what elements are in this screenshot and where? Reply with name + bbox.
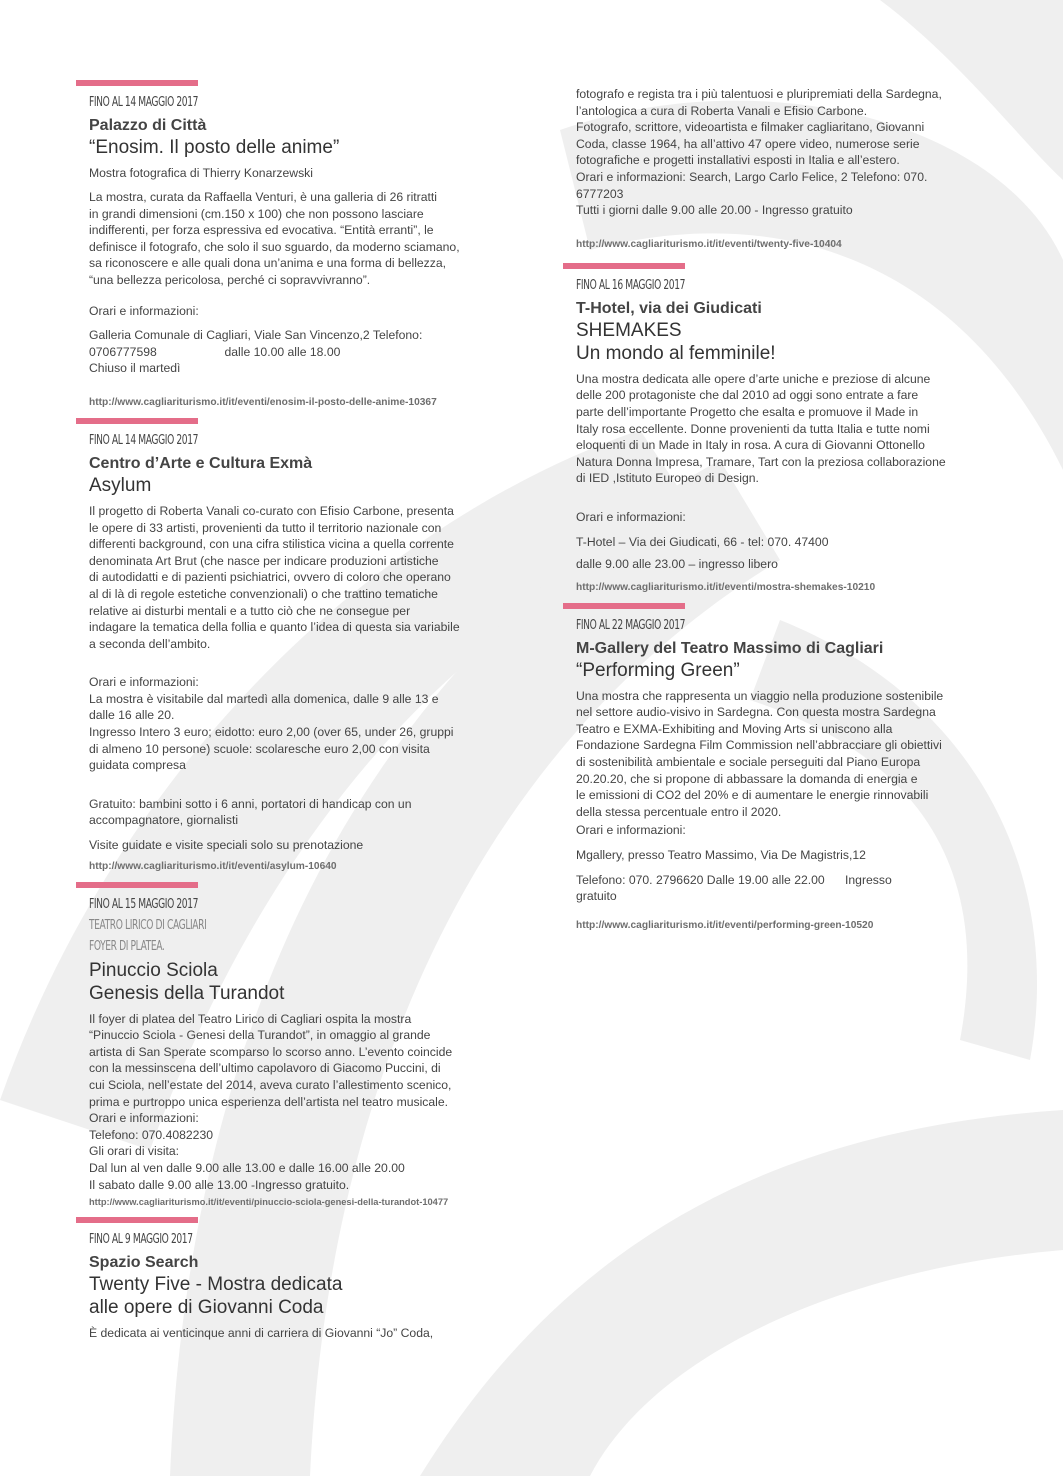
event-date: FINO AL 16 MAGGIO 2017	[576, 277, 686, 293]
event-date: FINO AL 22 MAGGIO 2017	[576, 617, 686, 633]
event-info-hours: dalle 9.00 alle 23.00 – ingresso libero	[576, 557, 778, 572]
event-description-continued: fotografo e regista tra i più talentuosi e pluripremiati della Sardegna, l’antologica a cura di Roberta Vanali e Efisio Carbone. Fotografo, scrittore, videoartista e filmaker cagliaritano, Giovanni Coda, classe 1964, ha all’attivo 47 opere video, numerose serie fotografiche e progetti installativi esposti in Italia e all’estero. Orari e informazioni: Search, Largo Carlo Felice, 2 Telefono: 070. 6777203 Tutti i giorni dalle 9.00 alle 20.00 - Ingresso gratuito	[576, 87, 942, 218]
event-title: “Enosim. Il posto delle anime”	[89, 137, 340, 158]
event-link[interactable]: http://www.cagliariturismo.it/it/eventi/pinuccio-sciola-genesi-della-turandot-10477	[89, 1197, 449, 1208]
info-label: Orari e informazioni:	[89, 675, 199, 690]
event-twenty-five-continued	[576, 86, 976, 252]
event-free-entry: Gratuito: bambini sotto i 6 anni, portatori di handicap con un accompagnatore, giornalisti	[89, 796, 412, 828]
event-venue: M-Gallery del Teatro Massimo di Cagliari	[576, 639, 884, 657]
event-title: Twenty Five - Mostra dedicata alle opere di Giovanni Coda	[89, 1274, 343, 1319]
event-info: Galleria Comunale di Cagliari, Viale San Vincenzo,2 Telefono: 0706777598 dalle 10.00 alle 18.00 Chiuso il martedì	[89, 328, 423, 376]
event-description: Una mostra che rappresenta un viaggio nella produzione sostenibile nel settore audio-visivo in Sardegna. Con questa mostra Sardegna Teatro e EXMA-Exhibiting and Moving Arts si uniscono alla Fondazione Sardegna Film Commission nell’abbracciare gli obiettivi di sostenibilità ambientale e sociale perseguiti dal Piano Europa 20.20.20, che si propone di abbassare la domanda di energia e le emissioni di CO2 del 20% e di aumentare le energie rinnovabili della stessa percentuale entro il 2020.	[576, 688, 944, 819]
event-description: La mostra, curata da Raffaella Venturi, è una galleria di 26 ritratti in grandi dimensioni (cm.150 x 100) che non possono lasciare indifferenti, per forza espressiva ed evocativa. “Entità erranti”, le definisce il fotografo, che solo il suo sguardo, da moderno sciamano, sa riconoscere e alle quali dona un’anima e una forma di bellezza, “una bellezza pericolosa, perché ci sopravvivranno”.	[89, 190, 460, 287]
event-info-address: Mgallery, presso Teatro Massimo, Via De Magistris,12	[576, 848, 866, 863]
event-date: FINO AL 14 MAGGIO 2017	[89, 95, 199, 110]
event-link[interactable]: http://www.cagliariturismo.it/it/eventi/mostra-shemakes-10210	[576, 581, 876, 593]
event-title: Pinuccio Sciola Genesis della Turandot	[89, 959, 285, 1004]
event-sciola	[89, 882, 489, 1210]
event-description: Il foyer di platea del Teatro Lirico di Cagliari ospita la mostra “Pinuccio Sciola - Genesi della Turandot”, in omaggio al grande artista di San Sperate scomparso lo scorso anno. L’evento coincide con la messinscena dell’ultimo capolavoro di Giacomo Puccini, di cui Sciola, nell’estate del 2014, aveva curato l’allestimento scenico, prima e purtroppo unica esperienza dell’artista nel teatro musicale. Orari e informazioni: Telefono: 070.4082230 Gli orari di visita: Dal lun al ven dalle 9.00 alle 13.00 e dalle 16.00 alle 20.00 Il sabato dalle 9.00 alle 13.00 -Ingresso gratuito.	[89, 1011, 453, 1192]
event-venue: Palazzo di Città	[89, 117, 207, 134]
event-description: Il progetto di Roberta Vanali co-curato con Efisio Carbone, presenta le opere di 33 artisti, provenienti da tutto il territorio nazionale con differenti background, con una cifra stilistica vicina a quella corrente denominata Art Brut (che nasce per indicare produzioni artistiche di autodidatti e di pazienti psichiatrici, ovvero di coloro che operano al di là di regole estetiche convenzionali) o che trattino tematiche relative ai disturbi mentali e a tutto ciò che ne consegue per indagare la tematica della follia e quanto l’idea di questa sia variabile a seconda dell’ambito.	[89, 503, 460, 651]
event-twenty-five	[89, 1217, 489, 1342]
event-enosim	[89, 80, 489, 410]
event-link[interactable]: http://www.cagliariturismo.it/it/eventi/asylum-10640	[89, 860, 337, 872]
event-date: FINO AL 15 MAGGIO 2017	[89, 896, 199, 912]
event-date: FINO AL 14 MAGGIO 2017	[89, 432, 199, 448]
accent-bar	[76, 80, 198, 86]
event-subtitle: Mostra fotografica di Thierry Konarzewski	[89, 166, 313, 180]
event-description: È dedicata ai venticinque anni di carriera di Giovanni “Jo” Coda,	[89, 1326, 434, 1341]
event-shemakes	[576, 263, 976, 595]
event-link[interactable]: http://www.cagliariturismo.it/it/eventi/performing-green-10520	[576, 919, 874, 931]
left-column	[89, 80, 489, 1342]
event-date: FINO AL 9 MAGGIO 2017	[89, 1232, 193, 1248]
event-info-address: T-Hotel – Via dei Giudicati, 66 - tel: 070. 47400	[576, 534, 829, 549]
accent-bar	[563, 263, 685, 269]
accent-bar	[76, 418, 198, 424]
event-venue-line: FOYER DI PLATEA.	[89, 938, 165, 954]
event-venue: Spazio Search	[89, 1254, 199, 1272]
info-label: Orari e informazioni:	[576, 509, 686, 524]
event-venue: T-Hotel, via dei Giudicati	[576, 299, 762, 317]
event-info: La mostra è visitabile dal martedì alla domenica, dalle 9 alle 13 e dalle 16 alle 20. Ingresso Intero 3 euro; eidotto: euro 2,00 (over 65, under 26, gruppi di almeno 10 persone) scuole: scolaresche euro 2,00 con visita guidata compresa	[89, 691, 454, 773]
event-venue: Centro d’Arte e Cultura Exmà	[89, 454, 313, 472]
event-link[interactable]: http://www.cagliariturismo.it/it/eventi/twenty-five-10404	[576, 238, 842, 250]
accent-bar	[563, 603, 685, 609]
event-performing-green	[576, 603, 976, 933]
info-label: Orari e informazioni:	[576, 823, 686, 838]
event-guided-tours: Visite guidate e visite speciali solo su prenotazione	[89, 838, 364, 853]
accent-bar	[76, 1217, 198, 1223]
right-column	[576, 86, 976, 933]
event-venue-line: TEATRO LIRICO DI CAGLIARI	[89, 917, 207, 933]
event-link[interactable]: http://www.cagliariturismo.it/it/eventi/enosim-il-posto-delle-anime-10367	[89, 396, 437, 408]
event-asylum	[89, 418, 489, 874]
event-title: SHEMAKES Un mondo al femminile!	[576, 319, 776, 364]
info-label: Orari e informazioni:	[89, 303, 199, 318]
event-description: Una mostra dedicata alle opere d’arte uniche e preziose di alcune delle 200 protagoniste che dal 2010 ad oggi sono entrate a fare parte dell’importante Progetto che esalta e promuove il Made in Italy rosa eccellente. Donne provenienti da tutta Italia e tutte nomi eloquenti di un Made in Italy in rosa. A cura di Giovanni Ottonello Natura Donna Impresa, Tramare, Tart con la preziosa collaborazione di IED ,Istituto Europeo di Design.	[576, 371, 946, 486]
event-info-phone: Telefono: 070. 2796620 Dalle 19.00 alle 22.00 Ingresso gratuito	[576, 872, 892, 904]
accent-bar	[76, 882, 198, 888]
event-title: “Performing Green”	[576, 659, 740, 681]
event-title: Asylum	[89, 474, 152, 496]
